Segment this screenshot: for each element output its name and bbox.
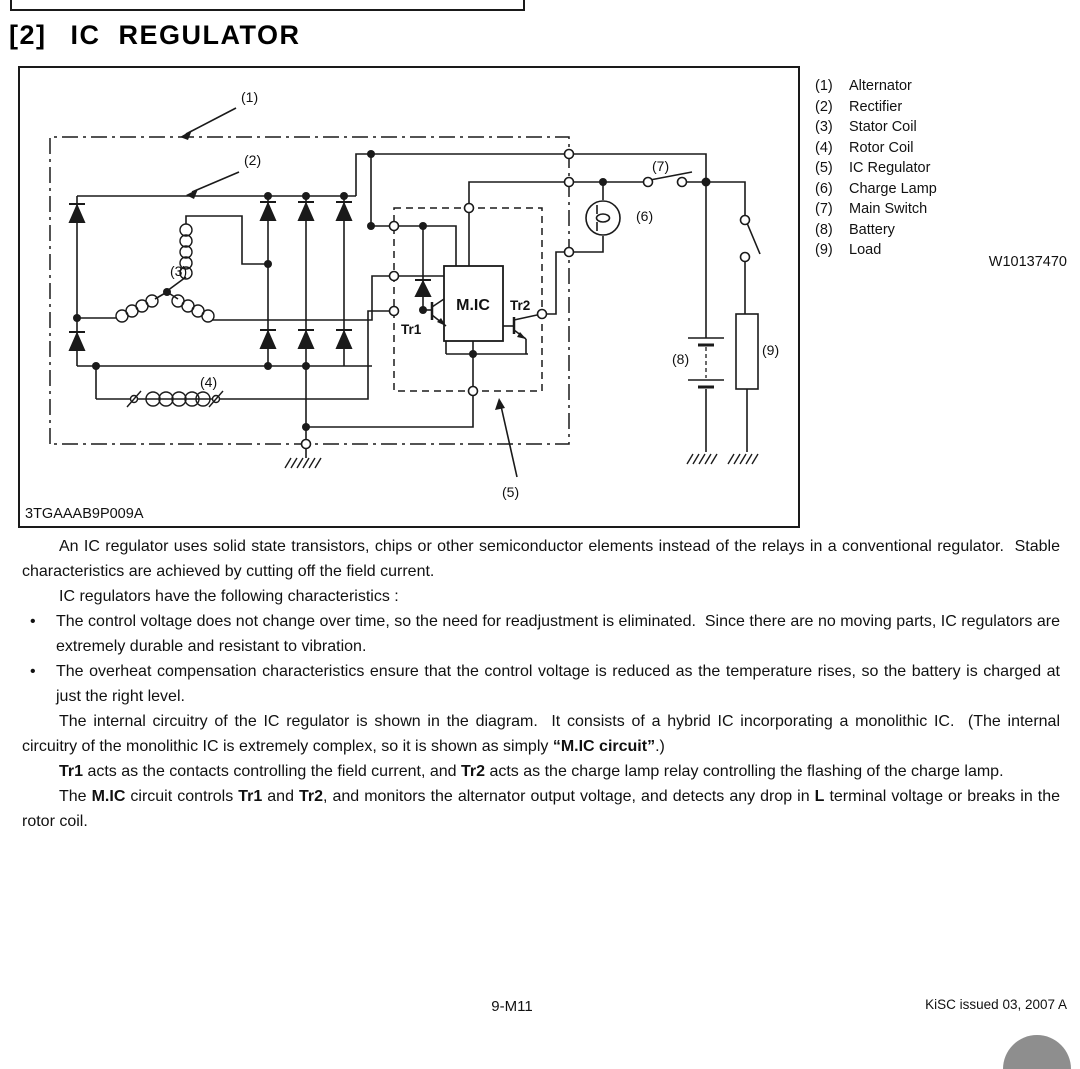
legend-item — [815, 97, 1067, 118]
section-number: [2] — [9, 20, 47, 50]
figure-watermark-code: W10137470 — [988, 254, 1067, 270]
legend-item-label: Alternator — [849, 78, 912, 94]
tr2-label: Tr2 — [510, 298, 531, 313]
diagram-label-4: (4) — [200, 374, 218, 390]
text-segment: .) — [655, 738, 665, 755]
text-segment: terminal voltage or breaks in the rotor coil. — [22, 788, 1060, 830]
diagram-label-2: (2) — [244, 152, 262, 168]
diagram-label-5: (5) — [502, 484, 520, 500]
legend-item — [815, 220, 1067, 241]
legend-item-number: (2) — [815, 98, 833, 115]
body-text — [22, 534, 1060, 834]
bullet-paragraph — [22, 609, 1060, 659]
paragraph — [22, 534, 1060, 584]
legend-item-label: Battery — [849, 221, 895, 238]
legend-item-label: Main Switch — [849, 201, 928, 217]
internal-diode — [415, 280, 431, 296]
ground-symbol-battery — [687, 454, 717, 464]
legend-item-label: Stator Coil — [849, 119, 917, 135]
bullet-icon: • — [30, 663, 36, 680]
legend-item-number: (4) — [815, 139, 833, 156]
legend-item-number: (8) — [815, 221, 833, 238]
text-segment: An IC regulator uses solid state transistors, chips or other semiconductor elements instead of the relays in a conventional regulator. Stable characteristics are achieved by cutting off the field current. — [22, 538, 1060, 580]
bold-text-segment: L — [814, 788, 825, 805]
bold-text-segment: Tr2 — [461, 763, 486, 780]
stator-coil — [116, 224, 214, 322]
diagram-label-6: (6) — [636, 208, 654, 224]
legend-item-label: Rectifier — [849, 98, 903, 115]
bullet-paragraph — [22, 659, 1060, 709]
mic-label: M.IC — [456, 297, 490, 314]
legend-item — [815, 179, 1067, 200]
bold-text-segment: Tr2 — [299, 788, 324, 805]
circuit-wires — [77, 154, 747, 458]
diagram-label-3: (3) — [170, 263, 188, 279]
page-number: 9-M11 — [491, 998, 533, 1015]
legend-item-number: (5) — [815, 160, 833, 176]
legend-item — [815, 76, 1067, 97]
text-segment: and — [262, 788, 299, 805]
tr1-label: Tr1 — [401, 322, 422, 337]
battery-icon — [688, 338, 724, 387]
bold-text-segment: M.IC — [91, 788, 126, 805]
bold-text-segment: Tr1 — [238, 788, 263, 805]
issued-note: KiSC issued 03, 2007 A — [925, 997, 1067, 1012]
legend-item — [815, 199, 1067, 220]
ground-symbol-center — [285, 458, 321, 468]
text-segment: , and monitors the alternator output voltage, and detects any drop in — [323, 788, 815, 805]
diagram-label-7: (7) — [652, 158, 670, 174]
legend — [815, 76, 1067, 261]
main-switch-icon — [644, 172, 693, 187]
section-heading — [9, 20, 301, 51]
legend-item-label: Charge Lamp — [849, 180, 937, 197]
circuit-figure-box — [18, 66, 800, 528]
bold-text-segment: “M.IC circuit” — [552, 738, 656, 755]
charge-lamp-icon — [586, 201, 620, 235]
legend-item — [815, 158, 1067, 179]
diagram-label-8: (8) — [672, 351, 690, 367]
section-title: IC REGULATOR — [70, 20, 301, 50]
ic-regulator-circuit-diagram — [20, 68, 798, 524]
paragraph — [22, 759, 1060, 784]
legend-item-label: Load — [849, 242, 882, 258]
junction-dots — [73, 150, 711, 431]
text-segment: The overheat compensation characteristics ensure that the control voltage is reduced as the temperature rises, so the battery is charged at just the right level. — [56, 663, 1060, 705]
previous-figure-box-edge — [10, 0, 525, 11]
ground-symbol-load — [728, 454, 758, 464]
text-segment: The internal circuitry of the IC regulator is shown in the diagram. It consists of a hybrid IC incorporating a monolithic IC. (The internal circuitry of the monolithic IC is extremely complex, so it is shown as simply — [22, 713, 1060, 755]
legend-item-number: (9) — [815, 242, 833, 258]
diagram-label-1: (1) — [241, 89, 259, 105]
text-segment: The — [59, 788, 92, 805]
load-resistor — [736, 314, 758, 389]
text-segment: IC regulators have the following characteristics : — [59, 588, 399, 605]
corner-scroll-ornament — [1003, 1035, 1071, 1069]
text-segment: acts as the contacts controlling the field current, and — [83, 763, 461, 780]
figure-code: 3TGAAAB9P009A — [25, 506, 144, 522]
text-segment: The control voltage does not change over time, so the need for readjustment is eliminated. Since there are no moving parts, IC regulators are extremely durable and resistant to vibration. — [56, 613, 1060, 655]
legend-item-number: (7) — [815, 201, 833, 217]
legend-item-number: (1) — [815, 78, 833, 94]
rectifier-diodes — [69, 202, 352, 350]
legend-item-label: IC Regulator — [849, 160, 931, 176]
legend-item — [815, 117, 1067, 138]
tr2-symbol — [514, 315, 537, 339]
paragraph — [22, 784, 1060, 834]
text-segment: circuit controls — [125, 788, 239, 805]
diagram-label-9: (9) — [762, 342, 780, 358]
paragraph — [22, 584, 1060, 609]
legend-item-label: Rotor Coil — [849, 139, 914, 156]
bold-text-segment: Tr1 — [59, 763, 84, 780]
load-switch-icon — [741, 216, 761, 262]
paragraph — [22, 709, 1060, 759]
legend-item-number: (3) — [815, 119, 833, 135]
bullet-icon: • — [30, 613, 36, 630]
legend-item-number: (6) — [815, 180, 833, 197]
legend-item — [815, 138, 1067, 159]
text-segment: acts as the charge lamp relay controlling the flashing of the charge lamp. — [485, 763, 1004, 780]
